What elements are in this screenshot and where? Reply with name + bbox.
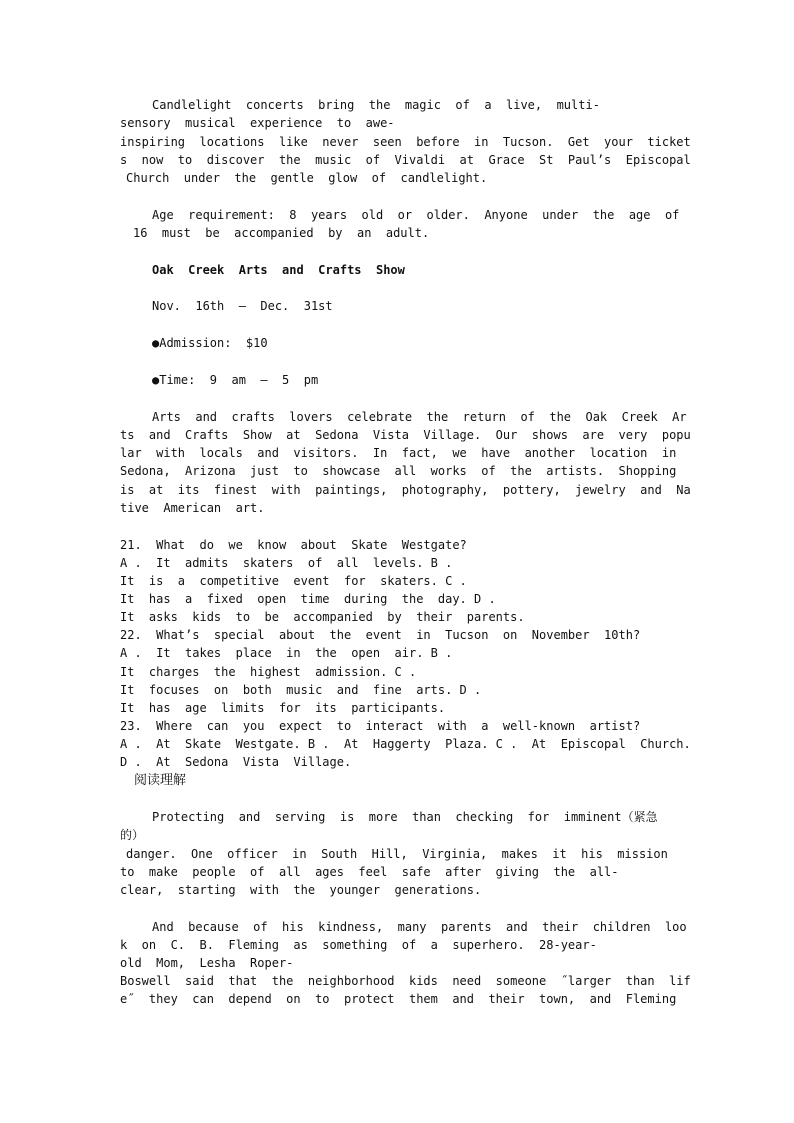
admission-line: ●Admission: $10 — [152, 336, 268, 350]
question-line: It is a competitive event for skaters. C . — [120, 574, 467, 588]
text-line: danger. One officer in South Hill, Virginia, makes it his mission — [126, 847, 668, 861]
text-line: k on C. B. Fleming as something of a superhero. 28-year- — [120, 938, 597, 952]
question-line: 23. Where can you expect to interact with a well-known artist? — [120, 719, 641, 733]
time-line: ●Time: 9 am — 5 pm — [152, 373, 319, 387]
text-line: e˝ they can depend on to protect them and their town, and Fleming — [120, 992, 677, 1006]
text-line: inspiring locations like never seen before in Tucson. Get your ticket — [120, 135, 691, 149]
question-line: A . It admits skaters of all levels. B . — [120, 556, 453, 570]
text-line: Protecting and serving is more than checking for imminent（紧急 — [152, 810, 658, 824]
text-line: 16 must be accompanied by an adult. — [133, 226, 430, 240]
question-line: A . It takes place in the open air. B . — [120, 646, 453, 660]
question-line: 21. What do we know about Skate Westgate? — [120, 538, 467, 552]
text-line: clear, starting with the younger generations. — [120, 883, 482, 897]
text-line: Boswell said that the neighborhood kids need someone ˝larger than lif — [120, 974, 691, 988]
text-line: Candlelight concerts bring the magic of a live, multi- — [152, 98, 600, 112]
question-line: A . At Skate Westgate. B . At Haggerty Plaza. C . At Episcopal Church. — [120, 737, 691, 751]
text-line: sensory musical experience to awe- — [120, 116, 395, 130]
text-line: ts and Crafts Show at Sedona Vista Village. Our shows are very popu — [120, 428, 691, 442]
text-line: 的） — [120, 828, 145, 842]
question-line: It has a fixed open time during the day. D . — [120, 592, 496, 606]
text-line: to make people of all ages feel safe after giving the all- — [120, 865, 619, 879]
question-line: 22. What’s special about the event in Tucson on November 10th? — [120, 628, 641, 642]
question-line: It focuses on both music and fine arts. D . — [120, 683, 482, 697]
text-line: Church under the gentle glow of candlelight. — [126, 171, 488, 185]
text-line: lar with locals and visitors. In fact, we have another location in — [120, 446, 677, 460]
section-heading: 阅读理解 — [134, 773, 187, 788]
event-title: Oak Creek Arts and Crafts Show — [152, 263, 405, 277]
text-line: tive American art. — [120, 501, 265, 515]
text-line: is at its finest with paintings, photography, pottery, jewelry and Na — [120, 483, 691, 497]
question-line: D . At Sedona Vista Village. — [120, 755, 352, 769]
question-line: It charges the highest admission. C . — [120, 665, 417, 679]
text-line: old Mom, Lesha Roper- — [120, 956, 294, 970]
text-line: And because of his kindness, many parents and their children loo — [152, 920, 687, 934]
text-line: Arts and crafts lovers celebrate the return of the Oak Creek Ar — [152, 410, 687, 424]
question-line: It has age limits for its participants. — [120, 701, 446, 715]
text-line: Sedona, Arizona just to showcase all works of the artists. Shopping — [120, 464, 677, 478]
text-line: s now to discover the music of Vivaldi at Grace St Paul’s Episcopal — [120, 153, 691, 167]
question-line: It asks kids to be accompanied by their parents. — [120, 610, 525, 624]
text-line: Age requirement: 8 years old or older. Anyone under the age of — [152, 208, 680, 222]
event-dates: Nov. 16th — Dec. 31st — [152, 299, 333, 313]
